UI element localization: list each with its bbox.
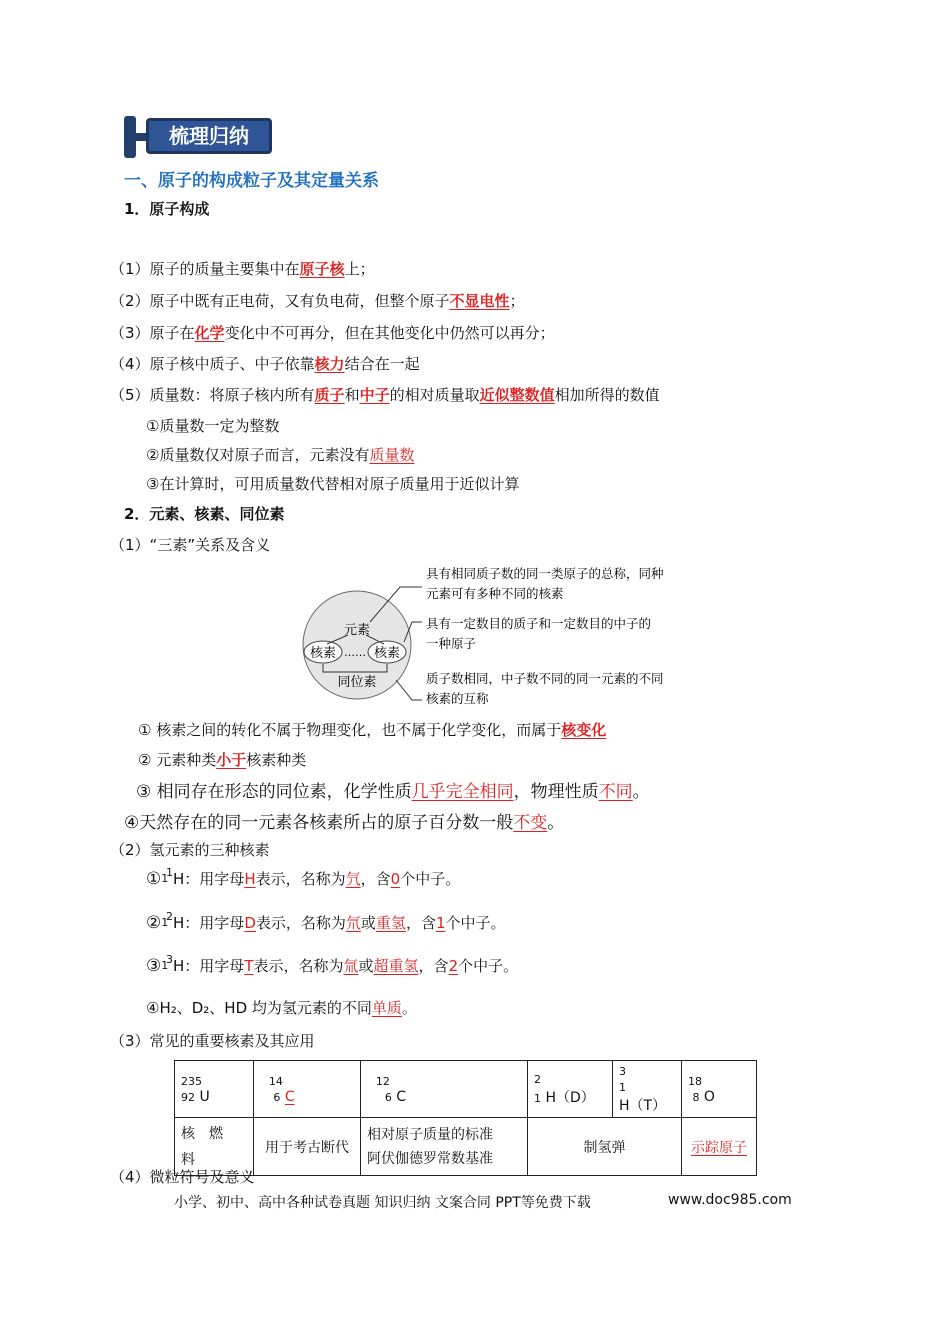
nuclide-table: [174, 1060, 757, 1176]
desc-nuclide-1: 具有一定数目的质子和一定数目的中子的: [426, 616, 652, 631]
label-hesu-right: 核素: [373, 646, 401, 661]
hydrogen-tritium: ③ 3 1 H：用字母T表示，名称为氚或超重氢，含2个中子。: [146, 953, 519, 976]
label-tongweisu: 同位素: [337, 675, 377, 690]
hydrogen-protium: ① 1 1 H：用字母H表示，名称为氕，含0个中子。: [146, 866, 461, 889]
desc-element-1: 具有相同质子数的同一类原子的总称，同种: [426, 566, 664, 581]
item-1: （1）原子的质量主要集中在原子核上；: [110, 260, 375, 278]
desc-isotope-1: 质子数相同，中子数不同的同一元素的不同: [426, 671, 664, 686]
item-3: （3）原子在化学变化中不可再分，但在其他变化中仍然可以再分；: [110, 324, 555, 342]
item-4: （4）原子核中质子、中子依靠核力结合在一起: [110, 355, 420, 373]
table-row: [175, 1118, 757, 1176]
table-cell-fuel: 核 燃 料: [175, 1118, 254, 1176]
label-yuansu: 元素: [343, 623, 371, 638]
item-2: （2）原子中既有正电荷，又有负电荷，但整个原子不显电性；: [110, 292, 525, 310]
note-1: ①质量数一定为整数: [146, 417, 280, 435]
table-cell-tracer: 示踪原子: [682, 1118, 757, 1176]
footer-link[interactable]: www.doc985.com: [668, 1192, 792, 1208]
nuclide-note-b: ② 元素种类小于核素种类: [138, 751, 307, 769]
subheading-element-nuclide: 2．元素、核素、同位素: [124, 505, 285, 523]
table-cell-h2: 2 1 H（D）: [528, 1061, 613, 1118]
label-hesu-left: 核素: [309, 646, 337, 661]
desc-isotope-2: 核素的互称: [426, 691, 489, 706]
nuclide-note-c: ③ 相同存在形态的同位素，化学性质几乎完全相同，物理性质不同。: [136, 782, 650, 802]
nuclide-note-a: ① 核素之间的转化不属于物理变化，也不属于化学变化，而属于核变化: [138, 721, 607, 739]
banner-title: 梳理归纳: [146, 118, 272, 154]
nuclide-note-d: ④天然存在的同一元素各核素所占的原子百分数一般不变。: [124, 813, 565, 833]
note-2: ②质量数仅对原子而言，元素没有质量数: [146, 446, 415, 464]
label-dots: ……: [344, 646, 366, 659]
item-5: （5）质量数：将原子核内所有质子和中子的相对质量取近似整数值相加所得的数值: [110, 386, 660, 404]
note-3: ③在计算时，可用质量数代替相对原子质量用于近似计算: [146, 475, 520, 493]
table-cell-standard: 相对原子质量的标准 阿伏伽德罗常数基准: [361, 1118, 528, 1176]
subheading-particle-symbols: （4）微粒符号及意义: [110, 1168, 255, 1186]
section-banner: [124, 116, 274, 158]
desc-nuclide-2: 一种原子: [426, 636, 477, 651]
table-cell-h3: 3 1 H（T）: [613, 1061, 682, 1118]
subheading-hydrogen: （2）氢元素的三种核素: [110, 841, 270, 859]
table-row: [175, 1061, 757, 1118]
desc-element-2: 元素可有多种不同的核素: [426, 586, 564, 601]
table-cell-h-bomb: 制氢弹: [528, 1118, 682, 1176]
table-cell-o18: 18 8 O: [682, 1061, 757, 1118]
table-cell-c12: 12 6 C: [361, 1061, 528, 1118]
table-cell-dating: 用于考古断代: [254, 1118, 361, 1176]
subheading-important-nuclides: （3）常见的重要核素及其应用: [110, 1032, 315, 1050]
section-title: 一、原子的构成粒子及其定量关系: [124, 171, 379, 191]
table-cell-u235: 235 92 U: [175, 1061, 254, 1118]
table-cell-c14: 14 6 C: [254, 1061, 361, 1118]
three-concepts-diagram: [300, 560, 700, 710]
subheading-atom-composition: 1．原子构成: [124, 200, 210, 218]
footer-text: 小学、初中、高中各种试卷真题 知识归纳 文案合同 PPT等免费下载: [174, 1195, 591, 1211]
hydrogen-simple-substances: ④H₂、D₂、HD 均为氢元素的不同单质。: [146, 999, 417, 1017]
hydrogen-deuterium: ② 2 1 H：用字母D表示，名称为氘或重氢，含1个中子。: [146, 910, 506, 933]
subheading-three-concepts: （1）“三素”关系及含义: [110, 536, 271, 554]
